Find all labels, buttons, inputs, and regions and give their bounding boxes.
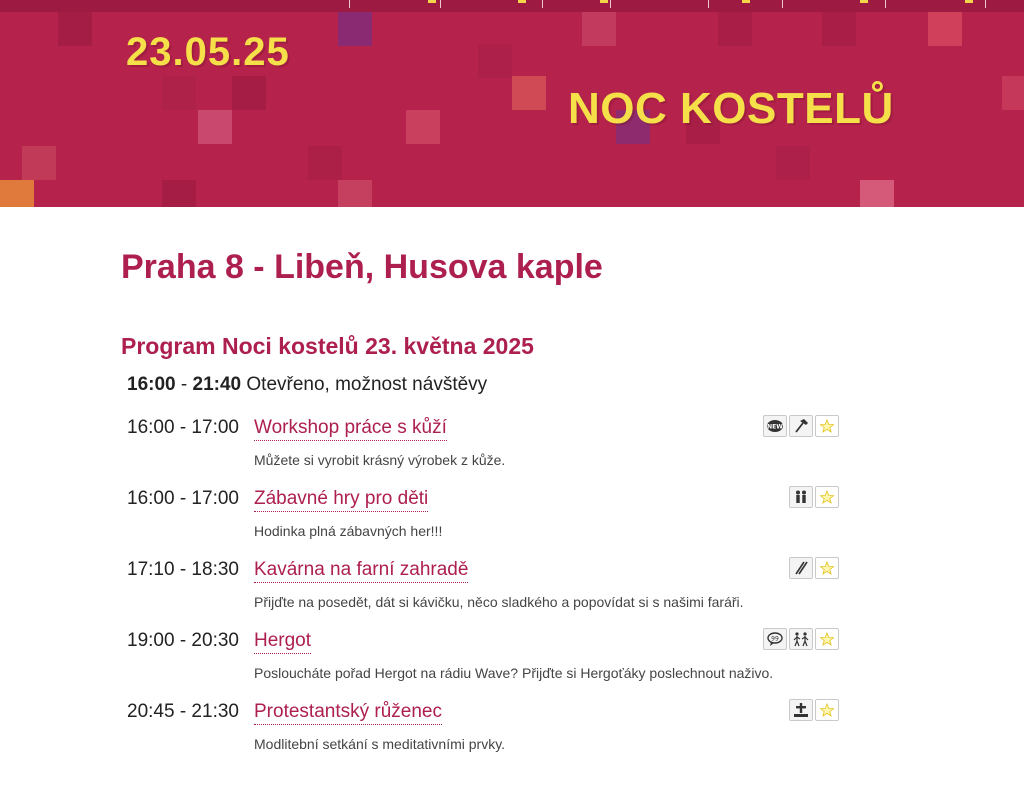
nav-item[interactable] (860, 0, 868, 3)
program-item (127, 415, 839, 475)
open-hours-text: Otevřeno, možnost návštěvy (246, 374, 488, 395)
nav-item[interactable] (600, 0, 608, 3)
event-time: 19:00 - 20:30 (127, 630, 239, 651)
prayer-icon[interactable] (789, 699, 813, 721)
open-end-time: 21:40 (192, 374, 242, 395)
program-item (127, 699, 839, 759)
star-icon[interactable] (815, 699, 839, 721)
event-description: Posloucháte pořad Hergot na rádiu Wave? Přijďte si Hergoťáky poslechnout naživo. (254, 665, 774, 681)
event-time: 16:00 - 17:00 (127, 417, 239, 438)
nav-item[interactable] (742, 0, 750, 3)
star-icon[interactable] (815, 415, 839, 437)
nav-separator (885, 0, 886, 8)
event-description: Můžete si vyrobit krásný výrobek z kůže. (254, 452, 506, 468)
nav-separator (542, 0, 543, 8)
nav-item[interactable] (518, 0, 526, 3)
event-title-link[interactable]: Workshop práce s kůží (254, 417, 447, 441)
nav-item[interactable] (965, 0, 973, 3)
event-time: 16:00 - 17:00 (127, 488, 239, 509)
star-icon[interactable] (815, 557, 839, 579)
program-item (127, 486, 839, 546)
open-hours-row (127, 374, 487, 396)
event-category-icons (763, 415, 839, 437)
event-description: Modlitební setkání s meditativními prvky. (254, 736, 506, 752)
event-title-link[interactable]: Protestantský růženec (254, 701, 442, 725)
event-date: 23.05.25 (126, 30, 290, 74)
program-item (127, 557, 839, 617)
top-navigation-strip (0, 0, 1024, 12)
nav-separator (349, 0, 350, 8)
performance-icon[interactable] (789, 628, 813, 650)
program-heading: Program Noci kostelů 23. května 2025 (121, 333, 534, 359)
event-category-icons (763, 628, 839, 650)
svg-text:NEW: NEW (767, 423, 783, 431)
svg-text:99: 99 (771, 635, 779, 643)
nav-separator (708, 0, 709, 8)
open-start-time: 16:00 (127, 374, 176, 395)
star-icon[interactable] (815, 628, 839, 650)
hammer-icon[interactable] (789, 415, 813, 437)
event-category-icons (789, 557, 839, 579)
open-time-separator: - (180, 374, 188, 395)
family-icon[interactable] (789, 486, 813, 508)
nav-separator (610, 0, 611, 8)
event-time: 17:10 - 18:30 (127, 559, 239, 580)
event-title-link[interactable]: Kavárna na farní zahradě (254, 559, 468, 583)
program-item (127, 628, 839, 688)
event-description: Přijďte na posedět, dát si kávičku, něco sladkého a popovídat si s našimi faráři. (254, 594, 744, 610)
nav-separator (440, 0, 441, 8)
header-banner (0, 0, 1024, 207)
event-name: NOC KOSTELŮ (568, 84, 894, 133)
star-icon[interactable] (815, 486, 839, 508)
event-title-link[interactable]: Hergot (254, 630, 311, 654)
page-title: Praha 8 - Libeň, Husova kaple (121, 248, 603, 286)
event-title-link[interactable]: Zábavné hry pro děti (254, 488, 428, 512)
event-time: 20:45 - 21:30 (127, 701, 239, 722)
nav-item[interactable] (428, 0, 436, 3)
nav-separator (985, 0, 986, 8)
nav-separator (782, 0, 783, 8)
new-icon[interactable] (763, 415, 787, 437)
event-category-icons (789, 699, 839, 721)
refreshment-icon[interactable] (789, 557, 813, 579)
discussion-icon[interactable] (763, 628, 787, 650)
event-category-icons (789, 486, 839, 508)
event-description: Hodinka plná zábavných her!!! (254, 523, 443, 539)
